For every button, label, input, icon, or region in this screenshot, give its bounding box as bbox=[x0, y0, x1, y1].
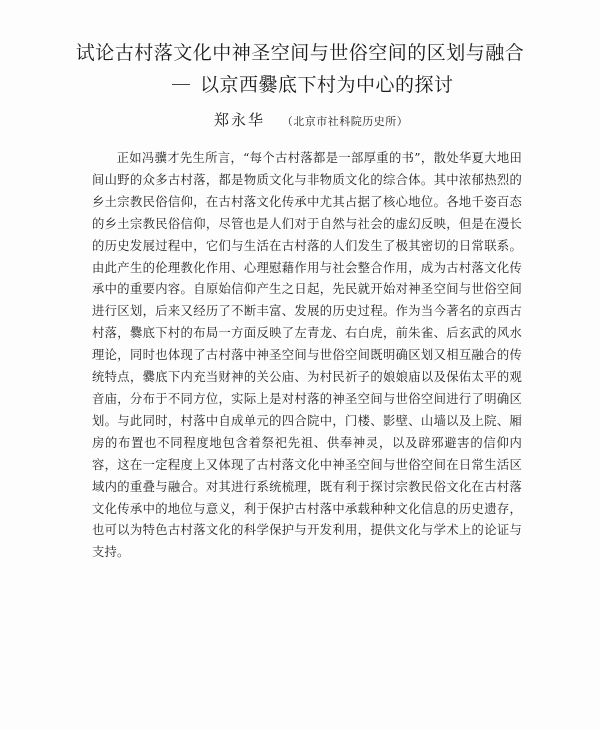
article-title: 试论古村落文化中神圣空间与世俗空间的区划与融合 bbox=[75, 42, 525, 64]
subtitle-row bbox=[0, 72, 600, 98]
byline bbox=[214, 110, 408, 132]
abstract-paragraph: 正如冯骥才先生所言，“每个古村落都是一部厚重的书”，散处华夏大地田间山野的众多古村落，都是物质文化与非物质文化的综合体。其中浓郁热烈的乡土宗教民俗信仰，在古村落文化传承中尤其占据了核心地位。各地千姿百态的乡土宗教民俗信仰，尽管也是人们对于自然与社会的虚幻反映，但是在漫长的历史发展过程中，它们与生活在古村落的人们发生了极其密切的日常联系。由此产生的伦理教化作用、心理慰藉作用与社会整合作用，成为古村落文化传承中的重要内容。自原始信仰产生之日起，先民就开始对神圣空间与世俗空间进行区划，后来又经历了不断丰富、发展的历史过程。作为当今著名的京西古村落，爨底下村的布局一方面反映了左青龙、右白虎，前朱雀、后玄武的风水理论，同时也体现了古村落中神圣空间与世俗空间既明确区划又相互融合的传统特点，爨底下内充当财神的关公庙、为村民祈子的娘娘庙以及保佑太平的观音庙，分布于不同方位，实际上是对村落的神圣空间与世俗空间进行了明确区划。与此同时，村落中自成单元的四合院中，门楼、影壁、山墙以及上院、厢房的布置也不同程度地包含着祭祀先祖、供奉神灵，以及辟邪避害的信仰内容，这在一定程度上又体现了古村落文化中神圣空间与世俗空间在日常生活区域内的重叠与融合。对其进行系统梳理，既有利于探讨宗教民俗文化在古村落文化传承中的地位与意义，利于保护古村落中承载种种文化信息的历史遗存，也可以为特色古村落文化的科学保护与开发利用，提供文化与学术上的论证与支持。 bbox=[92, 151, 522, 560]
author-name: 郑永华 bbox=[214, 111, 266, 129]
article-subtitle: 以京西爨底下村为中心的探讨 bbox=[200, 74, 454, 96]
subtitle-dash bbox=[172, 84, 190, 85]
author-affiliation: （北京市社科院历史所） bbox=[281, 115, 409, 128]
